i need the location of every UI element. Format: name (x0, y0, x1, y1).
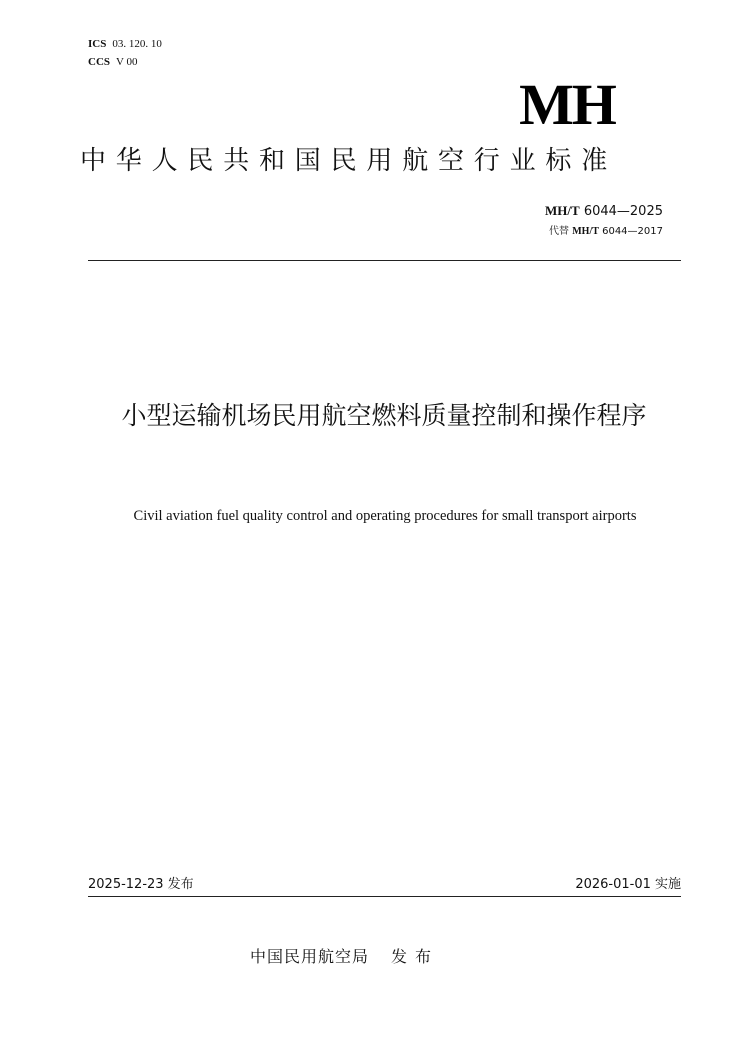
standard-code: MH/T (545, 203, 580, 218)
issuer-line (250, 947, 510, 967)
standard-type-heading: 中华人民共和国民用航空行业标准 (80, 146, 618, 176)
mh-logo: MH (519, 72, 615, 137)
standard-number-value: 6044—2025 (583, 204, 663, 219)
ics-value: 03. 120. 10 (112, 38, 162, 50)
replaces-standard (430, 225, 663, 238)
replaces-prefix: 代替 (549, 226, 570, 237)
footer-divider (88, 896, 681, 897)
ccs-value: V 00 (116, 56, 138, 68)
document-title-english: Civil aviation fuel quality control and operating procedures for small transport airports (133, 508, 637, 524)
issue-date: 2025-12-23 发布 (88, 877, 194, 892)
implementation-date: 2026-01-01 实施 (575, 877, 681, 892)
issuer-action: 发布 (391, 947, 440, 966)
ccs-classification (88, 56, 138, 69)
document-title-chinese: 小型运输机场民用航空燃料质量控制和操作程序 (121, 401, 647, 430)
ics-label: ICS (88, 38, 107, 50)
standard-number (480, 203, 663, 220)
ccs-label: CCS (88, 56, 111, 68)
header-divider (88, 260, 681, 261)
ics-classification (88, 38, 162, 51)
issuer-organization: 中国民用航空局 (250, 947, 370, 966)
replaces-number: 6044—2017 (602, 226, 663, 237)
replaces-code: MH/T (572, 226, 599, 237)
